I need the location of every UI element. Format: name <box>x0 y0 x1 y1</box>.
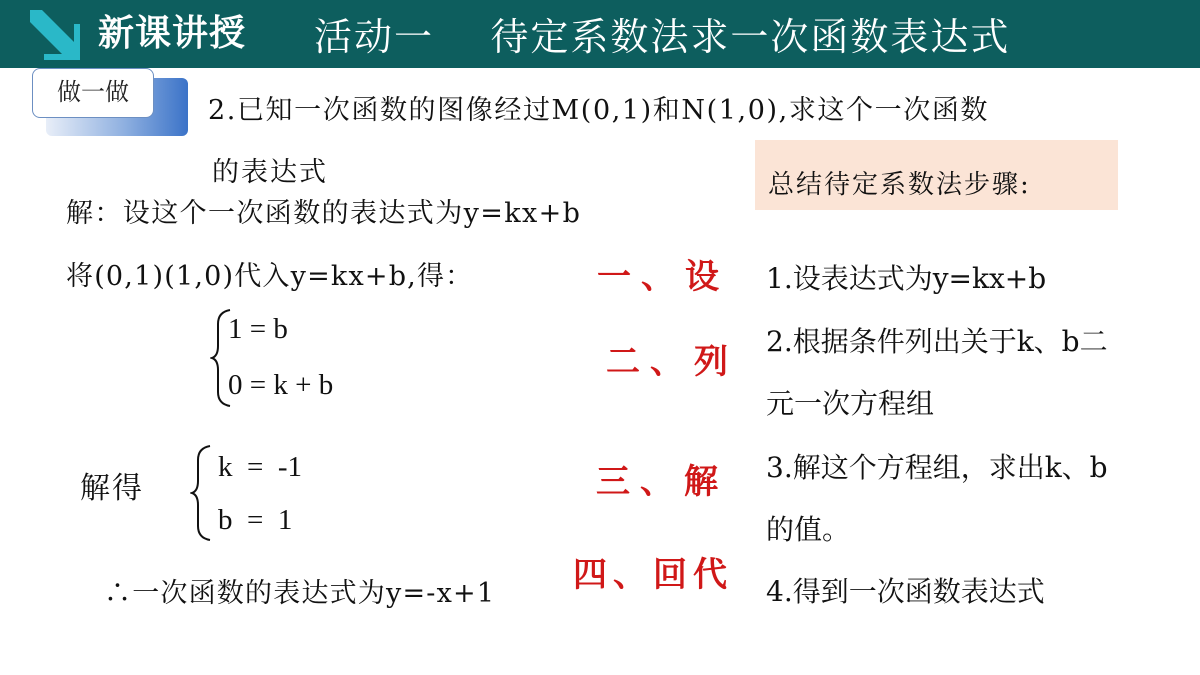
step-label-list: 二、列 <box>606 342 738 382</box>
summary-step-2-line-1: 2.根据条件列出关于k、b二 <box>766 325 1108 358</box>
solution-intro: 解：设这个一次函数的表达式为y=kx+b <box>66 198 582 229</box>
section-title: 新课讲授 <box>98 13 247 54</box>
step-label-substitute-back: 四、回代 <box>573 555 733 595</box>
system1-eq1: 1 = b <box>228 313 288 345</box>
arrow-down-right-icon <box>28 8 82 62</box>
solution-substitute: 将(0,1)(1,0)代入y=kx+b,得： <box>66 261 474 292</box>
summary-title: 总结待定系数法步骤: <box>768 170 1031 200</box>
conclusion: ∴一次函数的表达式为y=-x+1 <box>104 578 496 609</box>
summary-step-3-line-2: 的值。 <box>766 513 851 546</box>
header-bar <box>0 0 1200 68</box>
solved-label: 解得 <box>80 471 144 506</box>
system2-eq2: b = 1 <box>218 504 293 536</box>
problem-line-1: 2.已知一次函数的图像经过M(0,1)和N(1,0),求这个一次函数 <box>208 95 990 126</box>
system2-eq1: k = -1 <box>218 451 303 483</box>
summary-step-2-line-2: 元一次方程组 <box>766 387 935 420</box>
left-brace-2 <box>190 444 214 542</box>
step-label-solve: 三、解 <box>596 462 728 502</box>
summary-step-4: 4.得到一次函数表达式 <box>766 575 1045 608</box>
activity-tag: 做一做 <box>32 68 154 118</box>
slide-title: 活动一 待定系数法求一次函数表达式 <box>314 15 1011 59</box>
step-label-set: 一、设 <box>597 257 729 297</box>
problem-line-2: 的表达式 <box>212 157 328 188</box>
summary-step-3-line-1: 3.解这个方程组，求出k、b <box>766 451 1108 484</box>
summary-step-1: 1.设表达式为y=kx+b <box>766 262 1047 295</box>
system1-eq2: 0 = k + b <box>228 369 334 401</box>
